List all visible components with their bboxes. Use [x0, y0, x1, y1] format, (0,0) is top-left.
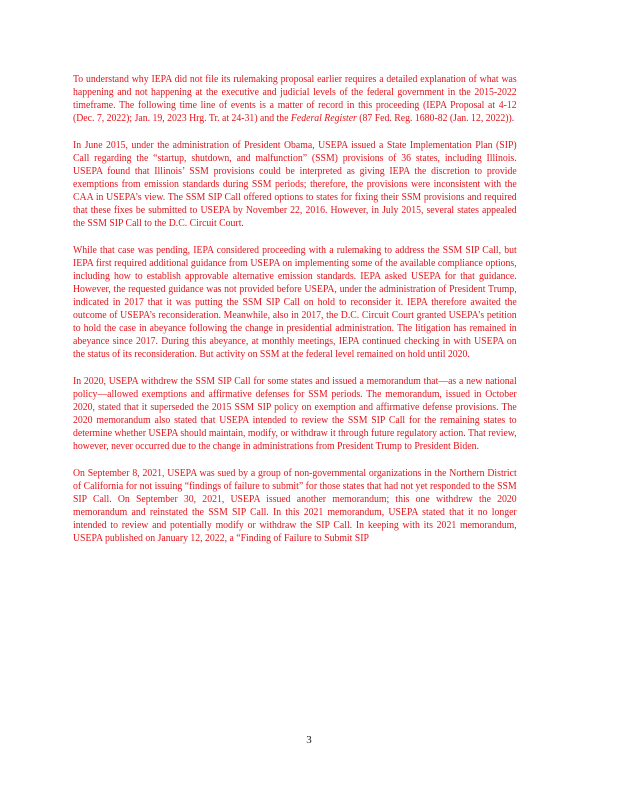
- paragraph-1-text-end: (87 Fed. Reg. 1680-82 (Jan. 12, 2022)).: [356, 113, 515, 124]
- page-number: 3: [306, 734, 312, 746]
- paragraph-4: In 2020, USEPA withdrew the SSM SIP Call for some states and issued a memorandum that—as a new national policy—allowed exemptions and affirmative defenses for SSM periods. The memorandum, issued in October 2020, stated that it superseded the 2015 SSM SIP policy on exemption and affirmative defense provisions. The 2020 memorandum also stated that USEPA intended to review the SSM SIP Call for the remaining states to determine whether USEPA should maintain, modify, or withdraw it through future regulatory action. That review, however, never occurred due to the change in administrations from President Trump to President Biden.: [73, 376, 517, 452]
- paragraph-2: In June 2015, under the administration of President Obama, USEPA issued a State Implementation Plan (SIP) Call regarding the “startup, shutdown, and malfunction” (SSM) provisions of 36 states, including Illinois. USEPA found that Illinois’ SSM provisions could be interpreted as giving IEPA the discretion to provide exemptions from emission standards during SSM periods; therefore, the provisions were inconsistent with the CAA in USEPA’s view. The SSM SIP Call offered options to states for fixing their SSM provisions and required that these fixes be submitted to USEPA by November 22, 2016. However, in July 2015, several states appealed the SSM SIP Call to the D.C. Circuit Court.: [73, 140, 517, 229]
- paragraph-1-text: To understand why IEPA did not file its rulemaking proposal earlier requires a detailed explanation of what was happening and not happening at the executive and judicial levels of the federal government in the 2015-2022 timeframe. The following time line of events is a matter of record in this proceeding (IEPA Proposal at 4-12 (Dec. 7, 2022); Jan. 19, 2023 Hrg. Tr. at 24-31) and the: [73, 74, 520, 124]
- federal-register-citation: Federal Register: [290, 113, 357, 124]
- paragraph-5: On September 8, 2021, USEPA was sued by a group of non-governmental organizations in the Northern District of California for not issuing “findings of failure to submit” for those states that had not yet responded to the SSM SIP Call. On September 30, 2021, USEPA issued another memorandum; this one withdrew the 2020 memorandum and reinstated the SSM SIP Call. In this 2021 memorandum, USEPA stated that it no longer intended to review and potentially modify or withdraw the SIP Call. In keeping with its 2021 memorandum, USEPA published on January 12, 2022, a “Finding of Failure to Submit SIP: [73, 468, 517, 544]
- paragraph-3: While that case was pending, IEPA considered proceeding with a rulemaking to address the SSM SIP Call, but IEPA first required additional guidance from USEPA on implementing some of the available compliance options, including how to establish approvable alternative emission standards. IEPA asked USEPA for that guidance. However, the requested guidance was not provided before USEPA, under the administration of President Trump, indicated in 2017 that it was putting the SSM SIP Call on hold to reconsider it. IEPA therefore awaited the outcome of USEPA’s reconsideration. Meanwhile, also in 2017, the D.C. Circuit Court granted USEPA’s petition to hold the case in abeyance following the change in presidential administration. The litigation has remained in abeyance since 2017. During this abeyance, at monthly meetings, IEPA continued checking in with USEPA on the status of its reconsideration. But activity on SSM at the federal level remained on hold until 2020.: [73, 245, 517, 360]
- paragraph-1: [73, 73, 520, 125]
- body-text: [73, 73, 520, 559]
